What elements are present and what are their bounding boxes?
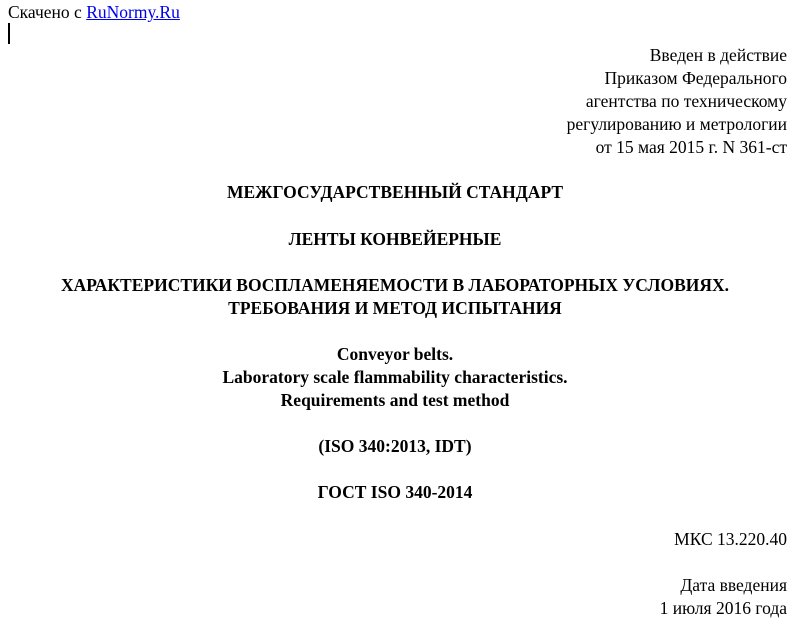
approval-line: регулированию и метрологии <box>566 114 787 134</box>
intro-date-label: Дата введения <box>680 575 787 595</box>
title-en-line-2: Laboratory scale flammability characteristics. <box>222 367 568 387</box>
iso-ref: (ISO 340:2013, IDT) <box>318 436 472 456</box>
title-ru-heading <box>0 228 790 251</box>
runormy-link[interactable]: RuNormy.Ru <box>86 2 180 22</box>
approval-line: от 15 мая 2015 г. N 361-ст <box>595 137 787 157</box>
approval-line: агентства по техническому <box>585 91 787 111</box>
standard-kind-heading <box>0 181 790 204</box>
iso-reference <box>0 435 790 458</box>
title-en-line-1: Conveyor belts. <box>336 344 454 364</box>
title-en-heading <box>0 343 790 412</box>
approval-line: Приказом Федерального <box>604 68 787 88</box>
approval-line: Введен в действие <box>649 45 787 65</box>
gost-designation: ГОСТ ISO 340-2014 <box>317 482 473 502</box>
subtitle-ru-line-2: ТРЕБОВАНИЯ И МЕТОД ИСПЫТАНИЯ <box>228 298 562 318</box>
mks-code: МКС 13.220.40 <box>674 529 787 549</box>
source-line <box>8 1 180 23</box>
title-en-line-3: Requirements and test method <box>280 390 510 410</box>
text-cursor <box>8 23 10 44</box>
subtitle-ru-heading <box>0 274 790 320</box>
standard-kind: МЕЖГОСУДАРСТВЕННЫЙ СТАНДАРТ <box>226 182 564 202</box>
approval-block <box>567 44 787 159</box>
intro-date-value: 1 июля 2016 года <box>659 598 787 618</box>
subtitle-ru-line-1: ХАРАКТЕРИСТИКИ ВОСПЛАМЕНЯЕМОСТИ В ЛАБОРАТОРНЫХ УСЛОВИЯХ. <box>61 275 729 295</box>
source-prefix: Скачено с <box>8 2 87 22</box>
title-ru: ЛЕНТЫ КОНВЕЙЕРНЫЕ <box>288 229 502 249</box>
designation-heading <box>0 481 790 504</box>
